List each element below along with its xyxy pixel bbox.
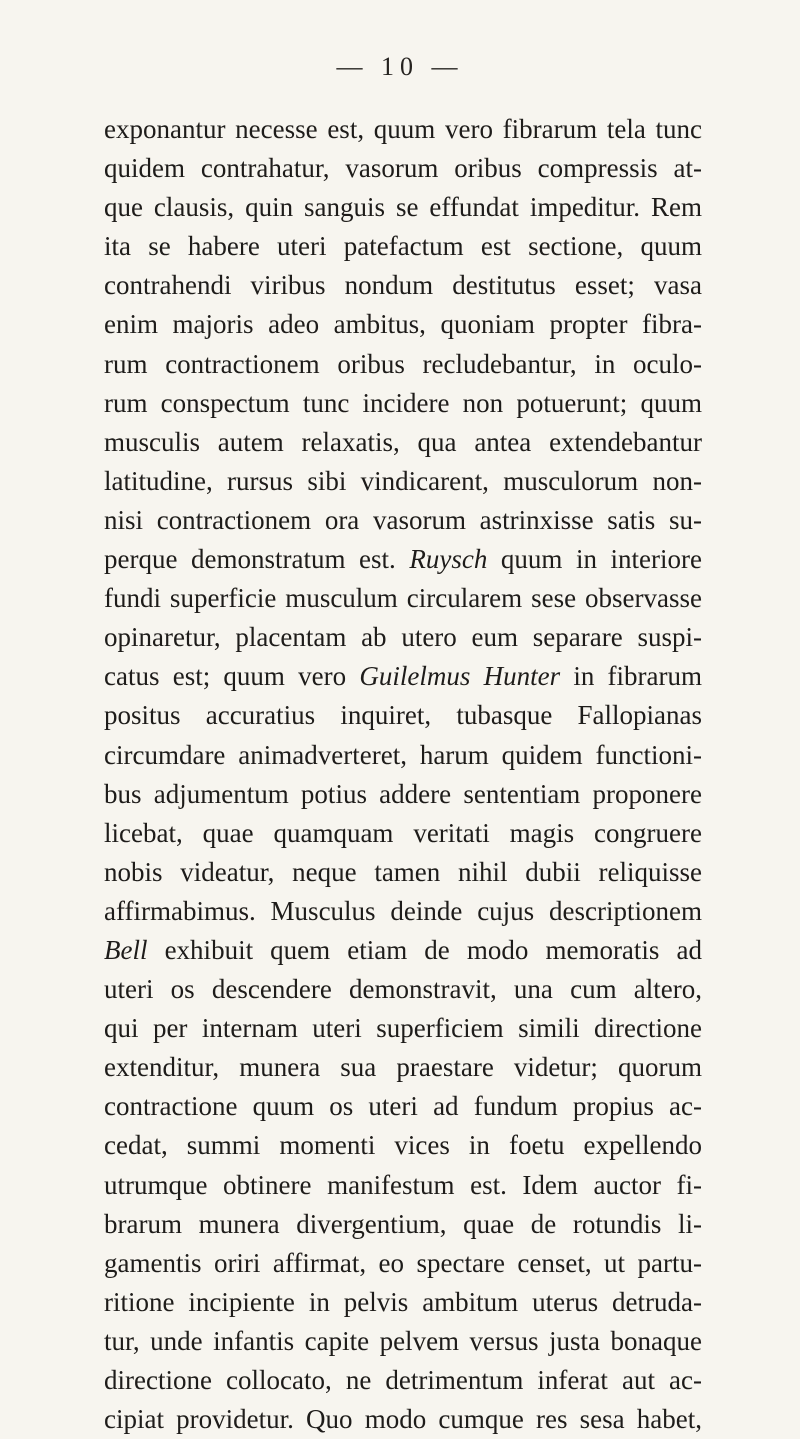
text-line — [104, 814, 702, 853]
text-segment: contractione quum os uteri ad fundum propius ac- — [104, 1091, 702, 1122]
text-segment: rum contractionem oribus recludebantur, in oculo- — [104, 348, 702, 379]
text-segment: tur, unde infantis capite pelvem versus justa bonaque — [104, 1325, 702, 1356]
text-segment: fundi superficie musculum circularem sese observasse — [104, 583, 702, 614]
text-line — [104, 1244, 702, 1283]
text-line — [104, 462, 702, 501]
text-line — [104, 501, 702, 540]
text-line — [104, 1205, 702, 1244]
text-segment: catus est; quum vero — [104, 661, 347, 692]
text-segment: utrumque obtinere manifestum est. Idem auctor fi- — [104, 1169, 702, 1200]
text-segment: affirmabimus. Musculus deinde cujus descriptionem — [104, 895, 702, 926]
text-line — [104, 736, 702, 775]
text-segment: licebat, quae quamquam veritati magis congruere — [104, 817, 702, 848]
text-segment: perque demonstratum est. — [104, 544, 396, 575]
text-line — [104, 892, 702, 931]
text-segment: qui per internam uteri superficiem simili directione — [104, 1013, 702, 1044]
text-line — [104, 696, 702, 735]
text-segment: nobis videatur, neque tamen nihil dubii reliquisse — [104, 856, 702, 887]
text-line — [104, 618, 702, 657]
italic-name: Ruysch — [395, 544, 501, 575]
text-line — [104, 1048, 702, 1087]
text-line — [104, 579, 702, 618]
text-segment: opinaretur, placentam ab utero eum separare suspi- — [104, 622, 702, 653]
text-segment: musculis autem relaxatis, qua antea extendebantur — [104, 426, 702, 457]
text-segment: cedat, summi momenti vices in foetu expellendo — [104, 1130, 702, 1161]
text-segment: extenditur, munera sua praestare videtur; quorum — [104, 1052, 702, 1083]
text-line — [104, 540, 702, 579]
text-segment: rum conspectum tunc incidere non potuerunt; quum — [104, 387, 702, 418]
text-segment: uteri os descendere demonstravit, una cum altero, — [104, 974, 702, 1005]
text-line — [104, 345, 702, 384]
text-segment: circumdare animadverteret, harum quidem functioni- — [104, 739, 702, 770]
text-line — [104, 931, 702, 970]
text-line — [104, 1126, 702, 1165]
text-segment: nisi contractionem ora vasorum astrinxisse satis su- — [104, 504, 702, 535]
body-text — [104, 110, 702, 1439]
page-number-header: — 10 — — [336, 52, 464, 81]
text-segment: positus accuratius inquiret, tubasque Fallopianas — [104, 700, 702, 731]
text-line — [104, 423, 702, 462]
text-line — [104, 227, 702, 266]
text-segment: bus adjumentum potius addere sententiam proponere — [104, 778, 702, 809]
text-segment: latitudine, rursus sibi vindicarent, musculorum non- — [104, 465, 702, 496]
italic-name: Guilelmus Hunter — [346, 661, 574, 692]
text-segment: que clausis, quin sanguis se effundat impeditur. Rem — [104, 192, 702, 223]
text-line — [104, 266, 702, 305]
text-line — [104, 1400, 702, 1439]
text-line — [104, 657, 702, 696]
text-segment: enim majoris adeo ambitus, quoniam propter fibra- — [104, 309, 702, 340]
italic-name: Bell — [104, 934, 165, 965]
text-segment: directione collocato, ne detrimentum inferat aut ac- — [104, 1365, 702, 1395]
text-line — [104, 384, 702, 423]
text-line — [104, 110, 702, 149]
text-segment: exponantur necesse est, quum vero fibrarum tela tunc — [104, 114, 702, 144]
text-line — [104, 1009, 702, 1048]
text-segment: quidem contrahatur, vasorum oribus compressis at- — [104, 153, 702, 184]
text-segment: brarum munera divergentium, quae de rotundis li- — [104, 1208, 702, 1239]
text-segment: in fibrarum — [573, 661, 703, 692]
text-segment: contrahendi viribus nondum destitutus esset; vasa — [104, 270, 702, 301]
text-line — [104, 149, 702, 188]
text-segment: exhibuit quem etiam de modo memoratis ad — [164, 934, 703, 965]
text-line — [104, 1166, 702, 1205]
text-segment: ritione incipiente in pelvis ambitum uterus detruda- — [104, 1286, 702, 1317]
text-line — [104, 305, 702, 344]
text-line — [104, 775, 702, 814]
text-segment: gamentis oriri affirmat, eo spectare censet, ut partu- — [104, 1247, 702, 1278]
text-line — [104, 188, 702, 227]
text-line — [104, 1087, 702, 1126]
text-line — [104, 970, 702, 1009]
text-line — [104, 1283, 702, 1322]
text-line — [104, 853, 702, 892]
text-segment: quum in interiore — [500, 544, 702, 575]
text-segment: cipiat providetur. Quo modo cumque res sesa habet, — [104, 1404, 702, 1435]
text-line — [104, 1322, 702, 1361]
text-segment: ita se habere uteri patefactum est sectione, quum — [104, 231, 702, 262]
